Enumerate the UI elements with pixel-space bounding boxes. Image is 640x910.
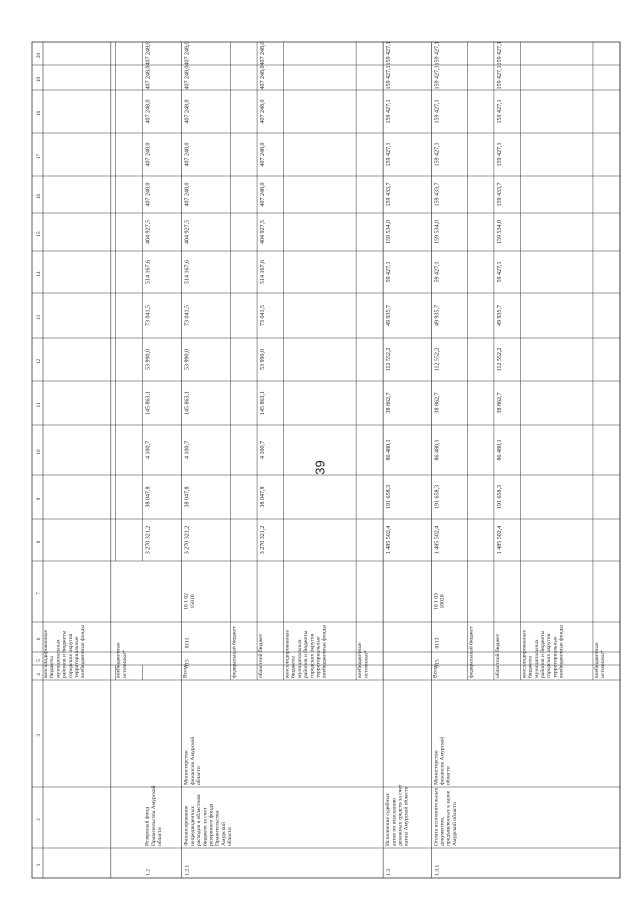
code-rz: 0113 [434,637,441,649]
value-cell: 59 427,1 [386,261,393,283]
column-number: 20 [36,52,42,59]
item-name: документов, [439,816,446,846]
value-cell: 159 433,7 [496,182,503,207]
value-cell: 1 485 502,4 [386,525,393,555]
item-name: Финансирование [183,805,190,846]
item-name: расходов в областном [196,794,203,846]
value-cell: 159 427,1 [386,65,393,90]
source-label: городских округов [67,633,74,678]
column-number: 14 [36,271,42,277]
value-cell: 38 047,8 [184,486,191,508]
value-cell: 49 935,7 [496,305,503,326]
value-cell: 159 427,1 [386,142,393,167]
value-cell: 159 534,0 [434,220,441,244]
item-name: Амурской [220,822,227,846]
value-cell: 1 485 502,4 [434,525,441,555]
item-name: резервного фонда [208,803,215,846]
value-cell: 145 863,1 [260,391,267,415]
value-cell: 407 248,0 [184,142,191,167]
source-label: консолидированные [284,630,291,678]
value-cell: 86 480,1 [386,439,393,461]
item-name: области [227,827,234,846]
value-cell: 86 480,1 [434,439,441,461]
column-number: 7 [36,592,42,595]
item-number: 1.2.1 [184,864,191,876]
column-number: 9 [36,497,42,501]
source-label: бюджеты [527,655,534,678]
responsible: области [445,766,452,785]
source-label: территориальные [315,636,322,678]
item-name: Правительства [214,810,221,846]
column-number: 8 [36,540,42,544]
source-label: муниципальных [533,639,540,678]
value-cell: 407 248,0 [184,41,191,66]
source-label: областной бюджет [494,633,501,678]
value-cell: 407 248,0 [184,99,191,124]
value-cell: 112 552,2 [434,347,441,372]
value-cell: 59 427,1 [434,261,441,283]
value-cell: 159 433,7 [386,182,393,207]
value-cell: 404 927,5 [184,220,191,244]
item-name: предъявленных к казне [445,790,452,846]
item-name: Амурской области [451,802,458,846]
value-cell: 407 248,0 [145,182,152,207]
value-cell: 159 427,1 [496,41,503,66]
value-cell: 159 427,1 [434,65,441,90]
value-cell: 59 427,1 [496,261,503,283]
item-name: бюджете за счет [202,807,209,846]
value-cell: 407 248,0 [145,99,152,124]
value-cell: 38 862,7 [434,392,441,414]
page-number: 39 [312,460,328,475]
source-label: Всего [432,664,439,678]
column-number: 2 [36,818,42,821]
column-number: 18 [36,110,42,117]
source-label: районов и бюджеты [303,630,310,678]
value-cell: 53 990,0 [145,349,152,370]
column-number: 13 [36,314,42,321]
item-name: непредвиденных [189,805,196,846]
value-cell: 86 480,1 [496,439,503,461]
source-label: федеральный бюджет [468,626,475,678]
value-cell: 159 427,1 [496,142,503,167]
source-label: городских округов [546,633,553,678]
item-name: казны Амурской области [403,786,410,846]
source-label: источники* [363,650,370,678]
value-cell: 514 167,6 [145,260,152,284]
code-csr: 15010 [189,594,196,609]
value-cell: 159 534,0 [386,220,393,244]
responsible: Министерство [183,750,190,785]
value-cell: 1 485 502,4 [496,525,503,555]
source-label: источники* [121,650,128,678]
column-number: 10 [36,449,42,455]
value-cell: 3 270 321,2 [260,525,267,555]
value-cell: 159 427,1 [496,65,503,90]
source-label: районов и бюджеты [539,630,546,678]
source-label: муниципальных [296,639,303,678]
value-cell: 112 552,2 [386,347,393,372]
column-number: 6 [36,637,42,641]
source-label: консолидированные [43,630,49,678]
value-cell: 159 427,1 [386,41,393,66]
value-cell: 49 935,7 [434,305,441,326]
value-cell: 407 248,0 [260,41,267,66]
value-cell: 514 167,6 [260,260,267,284]
responsible: финансов Амурской [439,736,446,785]
value-cell: 191 658,3 [496,485,503,509]
value-cell: 407 248,0 [260,142,267,167]
value-cell: 159 427,1 [434,41,441,66]
responsible: области [196,766,203,785]
source-label: территориальные [74,636,80,678]
value-cell: 4 100,7 [260,441,267,459]
code-csr: 18020 [439,594,446,609]
value-cell: 112 552,2 [496,347,503,372]
item-name: области [157,827,164,846]
source-label: районов и бюджеты [61,630,68,678]
value-cell: 407 248,0 [184,65,191,90]
value-cell: 404 927,5 [145,220,152,244]
column-number: 19 [36,76,42,83]
value-cell: 38 862,7 [386,392,393,414]
item-name: Исполнение судебных [385,793,392,846]
value-cell: 73 041,5 [145,305,152,326]
item-name: Правительства Амурской [150,785,157,846]
item-number: 1.3 [386,869,393,876]
source-label: федеральный бюджет [231,626,238,678]
value-cell: 3 270 321,2 [184,525,191,555]
source-label: муниципальных [55,639,62,678]
source-label: бюджеты [49,655,56,678]
column-number: 1 [36,863,42,867]
value-cell: 407 248,0 [260,99,267,124]
code-csr: 10 1 03 [433,593,440,610]
source-label: консолидированные [521,630,528,678]
value-cell: 407 248,0 [260,65,267,90]
code-grbs: 015 [434,659,441,668]
column-number: 16 [36,193,42,200]
column-number: 17 [36,153,42,160]
column-number: 12 [36,358,42,365]
value-cell: 145 863,1 [145,391,152,415]
column-number: 4 [36,673,42,676]
value-cell: 38 047,8 [145,486,152,508]
value-cell: 191 658,3 [434,485,441,509]
value-cell: 407 248,0 [145,142,152,167]
value-cell: 4 100,7 [184,441,191,459]
value-cell: 159 427,1 [386,99,393,124]
value-cell: 159 427,1 [434,142,441,167]
column-number: 15 [36,231,42,237]
source-label: Всего [182,664,189,678]
code-grbs: 015 [184,659,191,668]
value-cell: 73 041,5 [260,305,267,326]
code-csr: 10 1 02 [183,593,190,610]
value-cell: 73 041,5 [184,305,191,326]
column-number: 11 [36,402,42,408]
item-name: Оплата исполнительных [433,787,440,846]
item-name: актов по взысканию [391,798,398,846]
value-cell: 407 248,0 [184,182,191,207]
value-cell: 159 433,7 [434,182,441,207]
value-cell: 407 248,0 [145,65,152,90]
value-cell: 159 534,0 [496,220,503,244]
code-rz: 0111 [184,637,191,649]
column-number: 5 [36,659,42,662]
value-cell: 4 100,7 [145,441,152,459]
value-cell: 407 248,0 [260,182,267,207]
source-label: бюджеты [290,655,297,678]
value-cell: 3 270 321,2 [145,525,152,555]
source-label: внебюджетные фонды [558,624,565,678]
source-label: внебюджетные фонды [321,624,328,678]
source-label: территориальные [552,636,559,678]
item-number: 1.2 [145,869,152,876]
responsible: Министерство [433,750,440,785]
source-label: внебюджетные фонды [80,624,87,678]
value-cell: 191 658,3 [386,485,393,509]
value-cell: 53 990,0 [260,349,267,370]
value-cell: 159 427,1 [496,99,503,124]
item-name: Резервный фонд [144,806,151,846]
responsible: финансов Амурской [189,736,196,785]
value-cell: 404 927,5 [260,220,267,244]
value-cell: 159 427,1 [434,99,441,124]
value-cell: 407 248,0 [145,41,152,66]
item-number: 1.3.1 [434,864,441,876]
source-label: внебюджетные [357,642,364,678]
value-cell: 53 990,0 [184,349,191,370]
source-label: областной бюджет [258,633,265,678]
source-label: источники* [600,650,607,678]
item-name: денежных средств за счет [397,784,404,846]
value-cell: 38 047,8 [260,486,267,508]
value-cell: 514 167,6 [184,260,191,284]
value-cell: 49 935,7 [386,305,393,326]
column-number: 3 [36,734,42,737]
source-label: городских округов [309,633,316,678]
value-cell: 145 863,1 [184,391,191,415]
source-label: внебюджетные [593,642,600,678]
value-cell: 38 862,7 [496,392,503,414]
source-label: внебюджетные [115,642,122,678]
